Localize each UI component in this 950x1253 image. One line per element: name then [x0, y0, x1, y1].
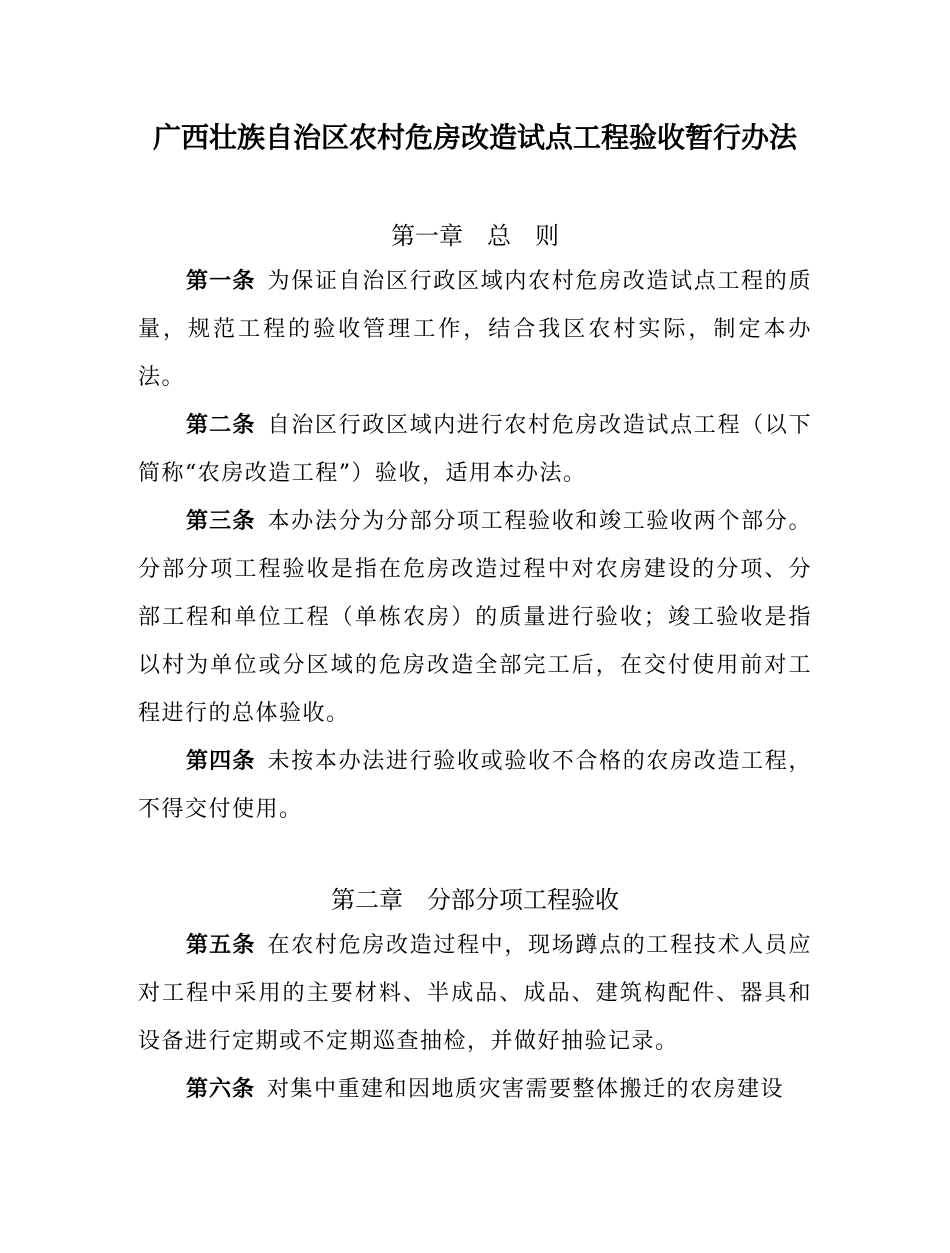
- chapter-2-name: 分部分项工程验收: [427, 886, 619, 914]
- article-6: [138, 1066, 812, 1114]
- article-4: [138, 738, 812, 834]
- article-2: [138, 402, 812, 498]
- document-title: 广西壮族自治区农村危房改造试点工程验收暂行办法: [152, 121, 797, 154]
- article-1: [138, 258, 812, 402]
- chapter-2-number: 第二章: [331, 886, 403, 914]
- article-3-text: 本办法分为分部分项工程验收和竣工验收两个部分。分部分项工程验收是指在危房改造过程中对农房建设的分项、分部工程和单位工程（单栋农房）的质量进行验收；竣工验收是指以村为单位或分区域的危房改造全部完工后，在交付使用前对工程进行的总体验收。: [138, 509, 812, 726]
- article-5-label: 第五条: [186, 933, 256, 958]
- article-1-text: 为保证自治区行政区域内农村危房改造试点工程的质量，规范工程的验收管理工作，结合我区农村实际，制定本办法。: [138, 269, 812, 390]
- article-3-label: 第三条: [186, 509, 256, 534]
- chapter-1-number: 第一章: [391, 222, 463, 250]
- article-3: [138, 498, 812, 738]
- article-5: [138, 922, 812, 1066]
- article-6-label: 第六条: [186, 1077, 256, 1102]
- article-4-text: 未按本办法进行验收或验收不合格的农房改造工程，不得交付使用。: [138, 749, 812, 822]
- chapter-1-heading: [0, 218, 950, 254]
- article-4-label: 第四条: [186, 749, 256, 774]
- article-2-text: 自治区行政区域内进行农村危房改造试点工程（以下简称“农房改造工程”）验收，适用本办法。: [138, 413, 812, 486]
- article-6-text: 对集中重建和因地质灾害需要整体搬迁的农房建设: [267, 1077, 785, 1102]
- article-5-text: 在农村危房改造过程中，现场蹲点的工程技术人员应对工程中采用的主要材料、半成品、成品、建筑构配件、器具和设备进行定期或不定期巡查抽检，并做好抽验记录。: [138, 933, 812, 1054]
- chapter-1-name: 总 则: [487, 222, 559, 250]
- article-1-label: 第一条: [186, 269, 256, 294]
- chapter-2-heading: [0, 882, 950, 918]
- article-2-label: 第二条: [186, 413, 256, 438]
